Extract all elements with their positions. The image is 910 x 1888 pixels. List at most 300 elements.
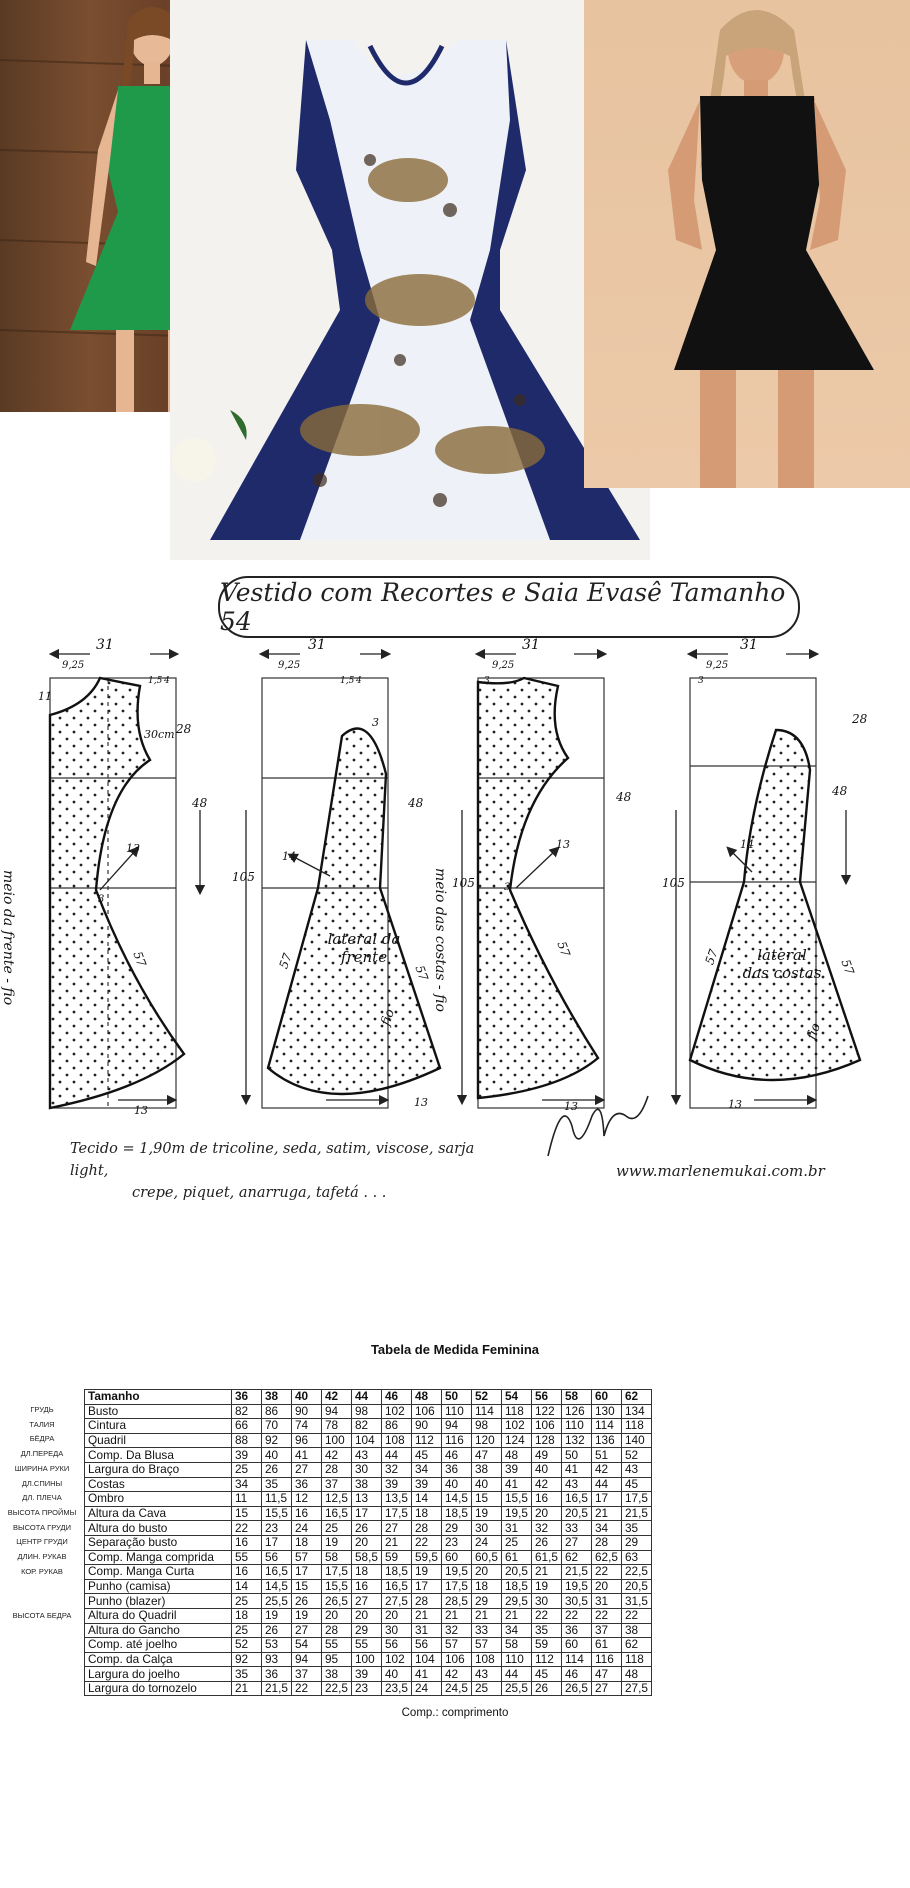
size-header-cell: 46: [382, 1390, 412, 1405]
table-cell: 20: [352, 1535, 382, 1550]
table-cell: 19,5: [502, 1506, 532, 1521]
row-label: Punho (camisa): [85, 1579, 232, 1594]
piece-label-front-side: lateral da frente: [327, 930, 401, 966]
table-cell: 47: [472, 1448, 502, 1463]
table-cell: 26,5: [322, 1594, 352, 1609]
table-row: [85, 1433, 652, 1448]
table-cell: 20: [382, 1608, 412, 1623]
table-cell: 54: [292, 1638, 322, 1653]
row-label: Altura do busto: [85, 1521, 232, 1536]
table-cell: 45: [532, 1667, 562, 1682]
table-cell: 22: [562, 1608, 592, 1623]
table-cell: 18,5: [382, 1565, 412, 1580]
table-cell: 45: [622, 1477, 652, 1492]
table-cell: 14,5: [442, 1492, 472, 1507]
table-cell: 31: [592, 1594, 622, 1609]
row-label: Altura da Cava: [85, 1506, 232, 1521]
table-cell: 37: [292, 1667, 322, 1682]
table-cell: 19: [262, 1608, 292, 1623]
row-label: Comp. até joelho: [85, 1638, 232, 1653]
table-cell: 21: [502, 1608, 532, 1623]
table-cell: 41: [502, 1477, 532, 1492]
table-cell: 34: [412, 1462, 442, 1477]
table-cell: 43: [562, 1477, 592, 1492]
table-cell: 17,5: [322, 1565, 352, 1580]
table-cell: 28: [412, 1594, 442, 1609]
table-cell: 20: [532, 1506, 562, 1521]
table-row: [85, 1462, 652, 1477]
table-cell: 25: [502, 1535, 532, 1550]
table-cell: 90: [412, 1419, 442, 1434]
table-cell: 28: [322, 1623, 352, 1638]
table-cell: 95: [322, 1652, 352, 1667]
website-link[interactable]: www.marlenemukai.com.br: [616, 1162, 825, 1180]
table-cell: 110: [502, 1652, 532, 1667]
table-title: Tabela de Medida Feminina: [370, 1342, 540, 1357]
table-row: [85, 1652, 652, 1667]
table-cell: 108: [382, 1433, 412, 1448]
table-cell: 118: [502, 1404, 532, 1419]
table-cell: 30: [472, 1521, 502, 1536]
table-cell: 59: [532, 1638, 562, 1653]
table-cell: 26: [532, 1535, 562, 1550]
length-a-2: 48: [408, 796, 424, 810]
row-label: Separação busto: [85, 1535, 232, 1550]
table-cell: 22: [232, 1521, 262, 1536]
table-cell: 94: [442, 1419, 472, 1434]
size-table-wrap: [84, 1389, 652, 1696]
russian-row-label: ВЫСОТА ПРОЙМЫ: [7, 1507, 77, 1517]
table-cell: 104: [412, 1652, 442, 1667]
table-footnote: Comp.: comprimento: [401, 1707, 509, 1719]
table-cell: 60: [442, 1550, 472, 1565]
pattern-title: Vestido com Recortes e Saia Evasê Tamanho 54: [218, 576, 800, 638]
table-cell: 12: [292, 1492, 322, 1507]
table-cell: 15: [292, 1579, 322, 1594]
table-cell: 29: [472, 1594, 502, 1609]
table-cell: 114: [562, 1652, 592, 1667]
table-cell: 39: [412, 1477, 442, 1492]
fabric-line-1: Tecido = 1,90m de tricoline, seda, satim, viscose, sarja light,: [70, 1141, 475, 1179]
table-cell: 41: [292, 1448, 322, 1463]
hem-width-3: 13: [564, 1100, 578, 1113]
hem-3: 57: [554, 939, 573, 959]
table-cell: 130: [592, 1404, 622, 1419]
table-cell: 19: [412, 1565, 442, 1580]
hem-width-1: 13: [134, 1104, 148, 1117]
table-cell: 28: [322, 1462, 352, 1477]
size-header-cell: 44: [352, 1390, 382, 1405]
table-cell: 17: [262, 1535, 292, 1550]
table-cell: 61: [502, 1550, 532, 1565]
table-cell: 122: [532, 1404, 562, 1419]
length-b-1: 48: [192, 796, 208, 810]
table-cell: 36: [442, 1462, 472, 1477]
table-cell: 20: [472, 1565, 502, 1580]
table-cell: 24: [472, 1535, 502, 1550]
table-cell: 38: [622, 1623, 652, 1638]
table-cell: 93: [262, 1652, 292, 1667]
table-cell: 22: [412, 1535, 442, 1550]
russian-row-label: БЁДРА: [29, 1434, 55, 1444]
table-cell: 23,5: [382, 1681, 412, 1696]
table-cell: 21,5: [262, 1681, 292, 1696]
table-cell: 16,5: [382, 1579, 412, 1594]
table-cell: 114: [592, 1419, 622, 1434]
table-cell: 48: [502, 1448, 532, 1463]
table-cell: 34: [502, 1623, 532, 1638]
table-row: [85, 1667, 652, 1682]
table-cell: 21,5: [562, 1565, 592, 1580]
table-cell: 27,5: [622, 1681, 652, 1696]
table-cell: 46: [442, 1448, 472, 1463]
table-cell: 32: [532, 1521, 562, 1536]
table-cell: 38: [322, 1667, 352, 1682]
table-cell: 92: [262, 1433, 292, 1448]
fabric-line-2: crepe, piquet, anarruga, tafetá . . .: [132, 1185, 387, 1201]
table-cell: 22: [292, 1681, 322, 1696]
hem-width-4: 13: [728, 1098, 742, 1111]
total-4: 105: [662, 876, 685, 890]
table-cell: 25,5: [262, 1594, 292, 1609]
table-cell: 11,5: [262, 1492, 292, 1507]
table-cell: 136: [592, 1433, 622, 1448]
size-header-cell: 36: [232, 1390, 262, 1405]
table-cell: 15: [472, 1492, 502, 1507]
russian-row-label: ДЛ.ПЕРЕДА: [20, 1449, 64, 1459]
table-cell: 19: [322, 1535, 352, 1550]
table-cell: 18: [232, 1608, 262, 1623]
hem-1: 57: [130, 949, 149, 969]
table-cell: 22: [592, 1565, 622, 1580]
row-label: Comp. Manga comprida: [85, 1550, 232, 1565]
table-cell: 36: [562, 1623, 592, 1638]
table-row: [85, 1506, 652, 1521]
size-header-cell: 52: [472, 1390, 502, 1405]
table-cell: 61: [592, 1638, 622, 1653]
table-cell: 27: [562, 1535, 592, 1550]
table-cell: 35: [532, 1623, 562, 1638]
table-cell: 26: [262, 1623, 292, 1638]
table-cell: 50: [562, 1448, 592, 1463]
hem-right-2: 57: [412, 963, 431, 983]
size-header-row: [85, 1390, 652, 1405]
table-cell: 128: [532, 1433, 562, 1448]
table-cell: 45: [412, 1448, 442, 1463]
table-row: [85, 1623, 652, 1638]
table-cell: 56: [412, 1638, 442, 1653]
table-cell: 20,5: [502, 1565, 532, 1580]
mark-1: 3: [98, 894, 105, 905]
table-cell: 57: [292, 1550, 322, 1565]
table-cell: 13: [352, 1492, 382, 1507]
table-cell: 19: [532, 1579, 562, 1594]
table-cell: 102: [382, 1652, 412, 1667]
table-cell: 42: [442, 1667, 472, 1682]
table-cell: 26: [292, 1594, 322, 1609]
table-cell: 22: [592, 1608, 622, 1623]
table-cell: 16,5: [262, 1565, 292, 1580]
table-cell: 12,5: [322, 1492, 352, 1507]
table-cell: 40: [262, 1448, 292, 1463]
table-cell: 22,5: [622, 1565, 652, 1580]
table-cell: 56: [262, 1550, 292, 1565]
size-table: [84, 1389, 652, 1696]
size-header-cell: 56: [532, 1390, 562, 1405]
table-cell: 16: [532, 1492, 562, 1507]
waist-4: 14: [740, 838, 754, 851]
row-label: Punho (blazer): [85, 1594, 232, 1609]
table-cell: 120: [472, 1433, 502, 1448]
table-cell: 100: [322, 1433, 352, 1448]
table-row: [85, 1579, 652, 1594]
table-cell: 110: [562, 1419, 592, 1434]
table-cell: 35: [232, 1667, 262, 1682]
table-cell: 29: [352, 1623, 382, 1638]
table-row: [85, 1477, 652, 1492]
table-row: [85, 1638, 652, 1653]
piece-label-front-center: meio da frente - fio: [0, 870, 16, 1006]
russian-row-label: ВЫСОТА БЕДРА: [12, 1610, 72, 1620]
table-cell: 44: [502, 1667, 532, 1682]
russian-row-label: ЦЕНТР ГРУДИ: [16, 1537, 68, 1547]
table-cell: 22: [622, 1608, 652, 1623]
size-header-cell: 60: [592, 1390, 622, 1405]
table-cell: 32: [382, 1462, 412, 1477]
table-cell: 35: [262, 1477, 292, 1492]
table-cell: 15,5: [322, 1579, 352, 1594]
russian-row-label: ТАЛИЯ: [29, 1419, 55, 1429]
table-cell: 102: [502, 1419, 532, 1434]
table-cell: 25: [232, 1594, 262, 1609]
piece-label-back-center: meio das costas - fio: [432, 868, 448, 1012]
table-cell: 22,5: [322, 1681, 352, 1696]
table-cell: 56: [382, 1638, 412, 1653]
table-cell: 16: [232, 1535, 262, 1550]
russian-row-label: КОР. РУКАВ: [21, 1566, 63, 1576]
table-cell: 29: [622, 1535, 652, 1550]
table-cell: 34: [592, 1521, 622, 1536]
table-cell: 31: [412, 1623, 442, 1638]
table-cell: 34: [232, 1477, 262, 1492]
table-row: [85, 1594, 652, 1609]
mark-3: 3: [504, 882, 511, 893]
table-row: [85, 1521, 652, 1536]
table-cell: 88: [232, 1433, 262, 1448]
top-dim-4: 3: [698, 676, 704, 686]
table-cell: 44: [592, 1477, 622, 1492]
table-cell: 126: [562, 1404, 592, 1419]
table-cell: 39: [502, 1462, 532, 1477]
table-cell: 17,5: [622, 1492, 652, 1507]
table-cell: 17,5: [382, 1506, 412, 1521]
table-cell: 40: [532, 1462, 562, 1477]
table-cell: 42: [322, 1448, 352, 1463]
table-cell: 21,5: [622, 1506, 652, 1521]
table-cell: 26: [352, 1521, 382, 1536]
table-cell: 14,5: [262, 1579, 292, 1594]
table-cell: 33: [562, 1521, 592, 1536]
russian-row-label: ГРУДЬ: [30, 1405, 54, 1414]
table-cell: 29: [442, 1521, 472, 1536]
table-cell: 116: [442, 1433, 472, 1448]
table-cell: 51: [592, 1448, 622, 1463]
width-label-4: 31: [740, 637, 758, 653]
table-cell: 19,5: [442, 1565, 472, 1580]
table-cell: 19,5: [562, 1579, 592, 1594]
table-cell: 40: [442, 1477, 472, 1492]
top-dim-2a: 1,5: [340, 676, 355, 686]
table-cell: 59,5: [412, 1550, 442, 1565]
shoulder-drop-label: 11: [38, 690, 52, 703]
table-cell: 116: [592, 1652, 622, 1667]
row-label: Largura do joelho: [85, 1667, 232, 1682]
table-cell: 48: [622, 1667, 652, 1682]
table-cell: 52: [232, 1638, 262, 1653]
size-header-cell: 42: [322, 1390, 352, 1405]
table-cell: 25,5: [502, 1681, 532, 1696]
row-label: Costas: [85, 1477, 232, 1492]
table-cell: 62: [622, 1638, 652, 1653]
table-cell: 60,5: [472, 1550, 502, 1565]
table-row: [85, 1448, 652, 1463]
size-header-cell: 58: [562, 1390, 592, 1405]
table-cell: 25: [232, 1462, 262, 1477]
table-cell: 27: [292, 1623, 322, 1638]
table-cell: 66: [232, 1419, 262, 1434]
row-label: Quadril: [85, 1433, 232, 1448]
table-cell: 55: [322, 1638, 352, 1653]
table-cell: 28: [592, 1535, 622, 1550]
neck-label-3: 9,25: [492, 660, 515, 671]
table-cell: 24: [412, 1681, 442, 1696]
table-cell: 16: [352, 1579, 382, 1594]
table-cell: 15,5: [262, 1506, 292, 1521]
length-a-1: 28: [176, 722, 192, 736]
table-cell: 30: [382, 1623, 412, 1638]
table-cell: 18,5: [502, 1579, 532, 1594]
table-cell: 62,5: [592, 1550, 622, 1565]
table-cell: 19: [472, 1506, 502, 1521]
table-cell: 17,5: [442, 1579, 472, 1594]
table-cell: 21: [382, 1535, 412, 1550]
row-label: Comp. Manga Curta: [85, 1565, 232, 1580]
print-dress-photo: [170, 0, 650, 560]
size-header-cell: 48: [412, 1390, 442, 1405]
table-cell: 59: [382, 1550, 412, 1565]
russian-row-label: ДЛ. ПЛЕЧА: [22, 1493, 62, 1503]
table-cell: 20,5: [562, 1506, 592, 1521]
table-cell: 40: [382, 1667, 412, 1682]
size-header-label: Tamanho: [85, 1390, 232, 1405]
table-cell: 86: [262, 1404, 292, 1419]
table-cell: 40: [472, 1477, 502, 1492]
size-header-cell: 54: [502, 1390, 532, 1405]
fabric-note: [70, 1138, 510, 1204]
table-cell: 43: [472, 1667, 502, 1682]
table-cell: 32: [442, 1623, 472, 1638]
row-label: Largura do tornozelo: [85, 1681, 232, 1696]
signature: [542, 1086, 654, 1170]
table-cell: 20: [592, 1579, 622, 1594]
table-cell: 43: [622, 1462, 652, 1477]
table-cell: 37: [322, 1477, 352, 1492]
table-cell: 16,5: [562, 1492, 592, 1507]
table-cell: 98: [352, 1404, 382, 1419]
table-cell: 30: [532, 1594, 562, 1609]
size-header-cell: 50: [442, 1390, 472, 1405]
table-cell: 92: [232, 1652, 262, 1667]
neck-label-2: 9,25: [278, 660, 301, 671]
table-cell: 15: [232, 1506, 262, 1521]
table-cell: 47: [592, 1667, 622, 1682]
table-cell: 18,5: [442, 1506, 472, 1521]
armhole-mark-2: 3: [372, 716, 379, 729]
russian-row-label: ШИРИНА РУКИ: [14, 1463, 70, 1473]
table-row: [85, 1565, 652, 1580]
row-label: Altura do Gancho: [85, 1623, 232, 1638]
table-cell: 13,5: [382, 1492, 412, 1507]
table-cell: 20: [322, 1608, 352, 1623]
table-cell: 58: [502, 1638, 532, 1653]
row-label: Comp. da Calça: [85, 1652, 232, 1667]
table-cell: 17: [592, 1492, 622, 1507]
waist-2: 14: [282, 850, 296, 863]
table-cell: 102: [382, 1404, 412, 1419]
table-cell: 62: [562, 1550, 592, 1565]
table-cell: 23: [442, 1535, 472, 1550]
row-label: Cintura: [85, 1419, 232, 1434]
row-label: Altura do Quadril: [85, 1608, 232, 1623]
table-cell: 36: [262, 1667, 292, 1682]
total-3: 105: [452, 876, 475, 890]
waist-1: 13: [126, 842, 140, 855]
table-cell: 63: [622, 1550, 652, 1565]
table-row: [85, 1681, 652, 1696]
table-cell: 21: [472, 1608, 502, 1623]
table-cell: 124: [502, 1433, 532, 1448]
width-label-2: 31: [308, 637, 326, 653]
table-cell: 39: [352, 1667, 382, 1682]
armhole-label: 30cm: [144, 728, 175, 741]
table-cell: 28,5: [442, 1594, 472, 1609]
table-cell: 52: [622, 1448, 652, 1463]
table-cell: 82: [232, 1404, 262, 1419]
table-cell: 94: [292, 1652, 322, 1667]
table-cell: 30: [352, 1462, 382, 1477]
table-cell: 31,5: [622, 1594, 652, 1609]
table-row: [85, 1492, 652, 1507]
width-label-3: 31: [522, 637, 540, 653]
table-cell: 30,5: [562, 1594, 592, 1609]
table-cell: 118: [622, 1419, 652, 1434]
table-cell: 17: [292, 1565, 322, 1580]
hem-right-4: 57: [838, 957, 857, 977]
table-cell: 112: [532, 1652, 562, 1667]
table-cell: 21: [412, 1608, 442, 1623]
table-cell: 27: [292, 1462, 322, 1477]
row-label: Comp. Da Blusa: [85, 1448, 232, 1463]
table-row: [85, 1419, 652, 1434]
table-cell: 70: [262, 1419, 292, 1434]
table-cell: 36: [292, 1477, 322, 1492]
table-cell: 18: [292, 1535, 322, 1550]
table-cell: 26: [532, 1681, 562, 1696]
table-cell: 98: [472, 1419, 502, 1434]
table-cell: 39: [232, 1448, 262, 1463]
table-cell: 27: [352, 1594, 382, 1609]
table-cell: 21: [592, 1506, 622, 1521]
